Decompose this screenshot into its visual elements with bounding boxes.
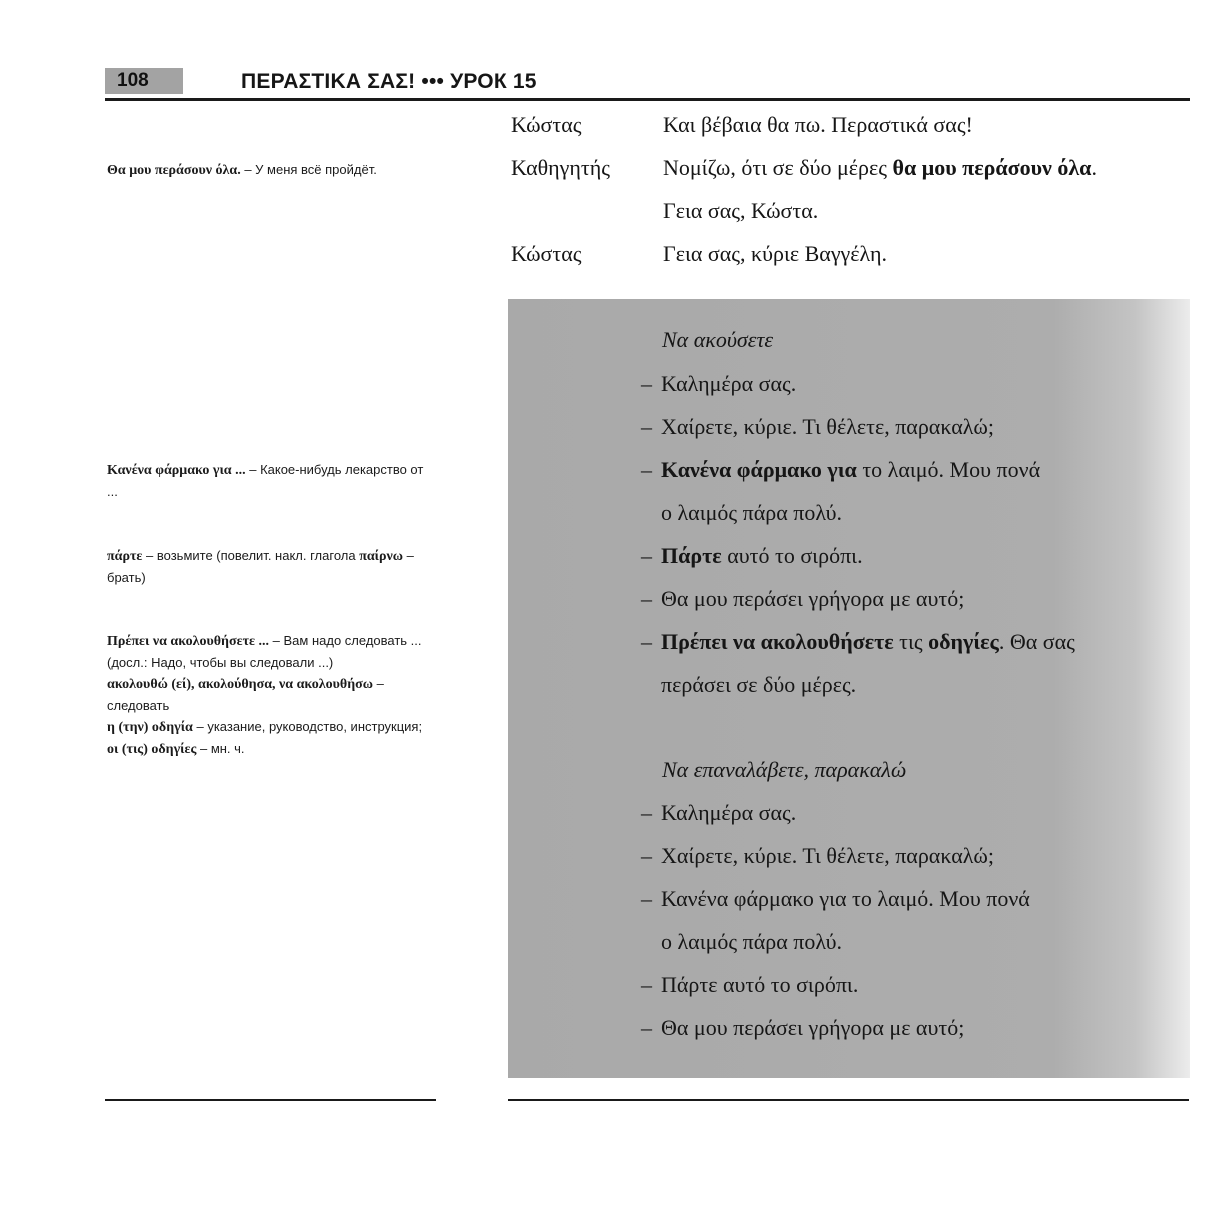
line-text [661,543,863,569]
listen-heading: Να ακούσετε [662,327,773,352]
dialogue-row [511,198,1191,241]
note-3-gloss2: – брать) [107,548,414,585]
note-4 [107,630,437,760]
line-dash: – [641,543,652,568]
line-text: περάσει σε δύο μέρες. [661,672,857,697]
page-number: 108 [105,68,183,94]
line-text-rest: το λαιμό. Μου πονά [856,457,1041,482]
header-title: ΠΕΡΑΣΤΙΚΑ ΣΑΣ! ••• УРОК 15 [241,70,537,93]
dialogue-text: Και βέβαια θα πω. Περαστικά σας! [663,112,973,137]
line-text [661,629,1075,655]
dialogue-row [511,241,1191,284]
line-dash: – [641,457,652,482]
dialogue-text-part: Νομίζω, ότι σε δύο μέρες [663,155,893,180]
dialogue-text-end: . [1091,155,1097,180]
note-4-line-3 [107,716,437,760]
dialogue-text [663,155,1097,181]
line-text-bold: Κανένα φάρμακο για [661,457,857,482]
line-dash: – [641,800,652,825]
note-1 [107,159,437,181]
note-4-gloss-4: – мн. ч. [196,741,245,756]
line-text: Καλημέρα σας. [661,371,797,396]
note-4-gloss-2: – следовать [107,676,384,713]
dialogue-text-bold: θα μου περάσουν όλα [892,155,1092,180]
line-text-rest2: . Θα σας [998,629,1075,654]
line-dash: – [641,972,652,997]
note-4-term-1: Πρέπει να ακολουθήσετε ... [107,634,270,649]
line-text-bold: Πρέπει να ακολουθήσετε [661,629,894,654]
dialogue-text: Γεια σας, Κώστα. [663,198,819,223]
line-text: Θα μου περάσει γρήγορα με αυτό; [661,586,965,611]
header-rule [105,98,1190,101]
line-text: Θα μου περάσει γρήγορα με αυτό; [661,1015,965,1040]
note-2 [107,459,437,502]
note-3-gloss: – возьмите (повелит. накл. глагола [142,548,360,563]
line-text-rest: αυτό το σιρόπι. [721,543,863,568]
left-bottom-rule [105,1099,436,1101]
note-2-term: Κανένα φάρμακο για ... [107,463,246,478]
note-4-line-2 [107,673,437,716]
dialogue-speaker: Κώστας [511,241,582,266]
line-text [661,457,1040,483]
line-text: Χαίρετε, κύριε. Τι θέλετε, παρακαλώ; [661,414,995,439]
dialogue-row [511,155,1191,198]
note-4-term-2: ακολουθώ (εί), ακολούθησα, να ακολουθήσω [107,677,374,692]
line-text: ο λαιμός πάρα πολύ. [661,500,843,525]
line-text: Πάρτε αυτό το σιρόπι. [661,972,859,997]
line-text-bold2: οδηγίες [928,629,999,654]
right-bottom-rule [508,1099,1189,1101]
line-dash: – [641,586,652,611]
line-dash: – [641,629,652,654]
page-header [105,64,1190,104]
note-3-term: πάρτε [107,549,143,564]
line-dash: – [641,371,652,396]
line-dash: – [641,414,652,439]
dialogue-speaker: Κώστας [511,112,582,137]
line-text: Καλημέρα σας. [661,800,797,825]
note-4-term-4: οι (τις) οδηγίες [107,742,197,757]
note-4-gloss-1: – Вам надо следовать ... (досл.: Надо, чтобы вы следовали ...) [107,633,422,670]
line-text: Χαίρετε, κύριε. Τι θέλετε, παρακαλώ; [661,843,995,868]
note-4-line-1 [107,630,437,673]
dialogue [511,112,1191,284]
note-1-gloss: – У меня всё пройдёт. [240,162,377,177]
dialogue-speaker: Καθηγητής [511,155,610,180]
note-3-term2: παίρνω [359,549,404,564]
line-dash: – [641,886,652,911]
note-2-gloss: – Какое-нибудь лекарство от ... [107,462,424,499]
line-text-rest: τις [893,629,929,654]
line-dash: – [641,843,652,868]
repeat-heading: Να επαναλάβετε, παρακαλώ [662,757,907,782]
line-text-bold: Πάρτε [661,543,722,568]
line-text: ο λαιμός πάρα πολύ. [661,929,843,954]
line-text: Κανένα φάρμακο για το λαιμό. Μου πονά [661,886,1030,911]
dialogue-row [511,112,1191,155]
note-4-term-3: η (την) οδηγία [107,720,193,735]
note-3 [107,545,437,588]
dialogue-text: Γεια σας, κύριε Βαγγέλη. [663,241,887,266]
exercise-box [508,299,1190,1078]
note-1-term: Θα μου περάσουν όλα. [107,163,241,178]
line-dash: – [641,1015,652,1040]
note-4-gloss-3: – указание, руководство, инструкция; [192,719,423,734]
